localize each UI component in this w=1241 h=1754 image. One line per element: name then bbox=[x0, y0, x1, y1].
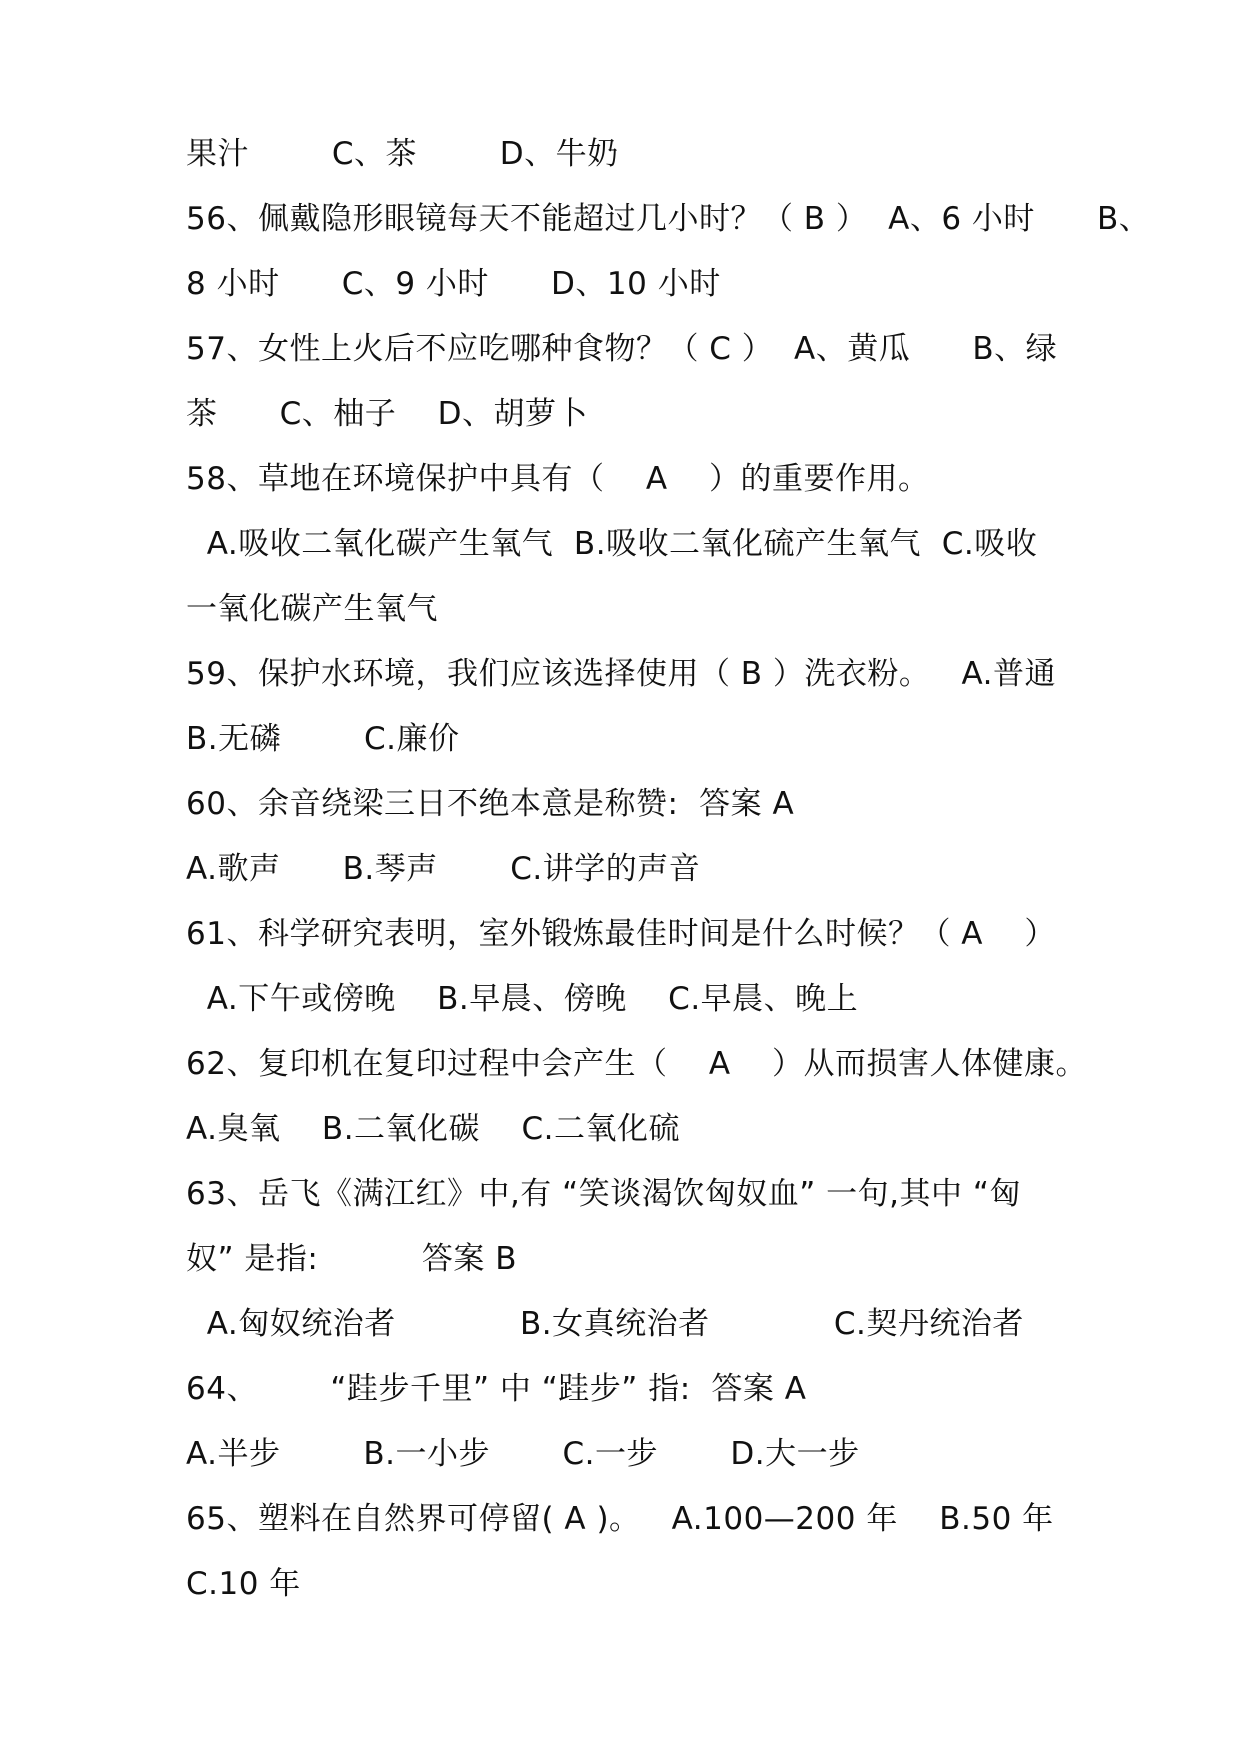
options-line: A.下午或傍晚 B.早晨、傍晚 C.早晨、晚上 bbox=[186, 981, 859, 1017]
options-line: A.歌声 B.琴声 C.讲学的声音 bbox=[186, 851, 701, 887]
question-58-line: 58、草地在环境保护中具有（ A ）的重要作用。 bbox=[186, 461, 930, 497]
question-62-line: 62、复印机在复印过程中会产生（ A ）从而损害人体健康。 bbox=[186, 1046, 1087, 1082]
question-60-line: 60、余音绕梁三日不绝本意是称赞: 答案 A bbox=[186, 786, 795, 822]
options-line: A.吸收二氧化碳产生氧气 B.吸收二氧化硫产生氧气 C.吸收 bbox=[186, 526, 1038, 562]
text-line: 果汁 C、茶 D、牛奶 bbox=[186, 136, 619, 172]
question-57-line: 57、女性上火后不应吃哪种食物？（ C ） A、黄瓜 B、绿 bbox=[186, 331, 1058, 367]
question-64-line: 64、 “跬步千里” 中 “跬步” 指: 答案 A bbox=[186, 1371, 807, 1407]
text-line: 8 小时 C、9 小时 D、10 小时 bbox=[186, 266, 721, 302]
text-line: 茶 C、柚子 D、胡萝卜 bbox=[186, 396, 589, 432]
document-body bbox=[186, 122, 1151, 1617]
question-59-line: 59、保护水环境，我们应该选择使用（ B ）洗衣粉。 A.普通 bbox=[186, 656, 1056, 692]
question-61-line: 61、科学研究表明，室外锻炼最佳时间是什么时候？（ A ） bbox=[186, 916, 1056, 952]
options-line: A.半步 B.一小步 C.一步 D.大一步 bbox=[186, 1436, 860, 1472]
text-line: 一氧化碳产生氧气 bbox=[186, 591, 438, 627]
text-line: 奴” 是指: 答案 B bbox=[186, 1241, 518, 1277]
options-line: B.无磷 C.廉价 bbox=[186, 721, 460, 757]
options-line: A.臭氧 B.二氧化碳 C.二氧化硫 bbox=[186, 1111, 680, 1147]
question-56-line: 56、佩戴隐形眼镜每天不能超过几小时？（ B ） A、6 小时 B、 bbox=[186, 201, 1151, 237]
options-line: A.匈奴统治者 B.女真统治者 C.契丹统治者 bbox=[186, 1306, 1024, 1342]
question-65-line: 65、塑料在自然界可停留( A )。 A.100—200 年 B.50 年 bbox=[186, 1501, 1054, 1537]
text-line: C.10 年 bbox=[186, 1566, 301, 1602]
question-63-line: 63、岳飞《满江红》中,有 “笑谈渴饮匈奴血” 一句,其中 “匈 bbox=[186, 1176, 1021, 1212]
